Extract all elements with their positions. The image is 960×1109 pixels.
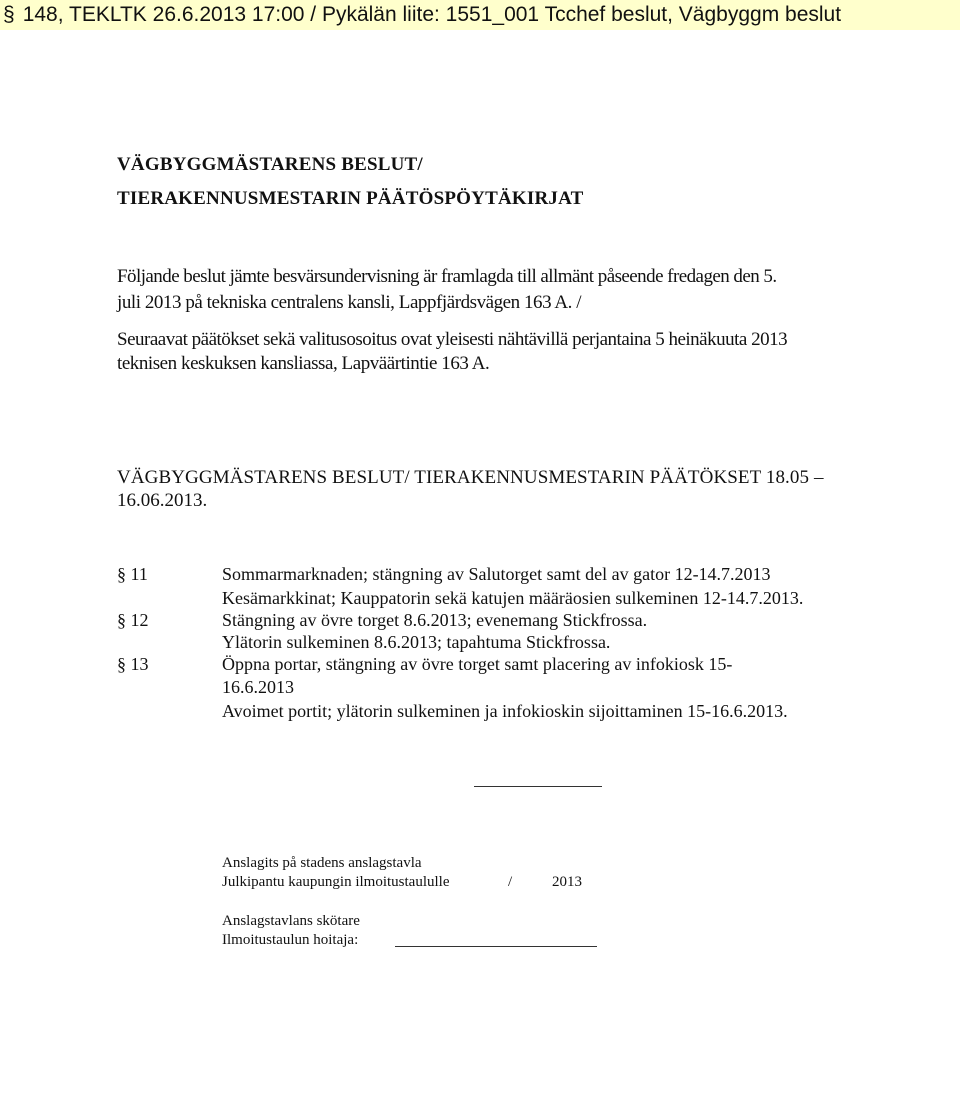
decision-12-line-fi: Ylätorin sulkeminen 8.6.2013; tapahtuma Stickfrossa. bbox=[222, 632, 611, 652]
document-banner bbox=[0, 0, 960, 30]
subheading-line-1: VÄGBYGGMÄSTARENS BESLUT/ TIERAKENNUSMESTARIN PÄÄTÖKSET 18.05 – bbox=[117, 467, 824, 488]
decision-11-line-fi: Kesämarkkinat; Kauppatorin sekä katujen määräosien sulkeminen 12-14.7.2013. bbox=[222, 588, 804, 608]
signature-line bbox=[395, 946, 597, 947]
decision-number-13: § 13 bbox=[117, 654, 149, 674]
keeper-label-sv: Anslagstavlans skötare bbox=[222, 913, 360, 929]
divider-line bbox=[474, 786, 602, 787]
subheading-line-2: 16.06.2013. bbox=[117, 490, 208, 511]
keeper-label-fi: Ilmoitustaulun hoitaja: bbox=[222, 932, 359, 948]
heading-line-2: TIERAKENNUSMESTARIN PÄÄTÖSPÖYTÄKIRJAT bbox=[117, 188, 584, 209]
posted-label-fi: Julkipantu kaupungin ilmoitustaululle bbox=[222, 874, 450, 890]
decision-11-line-sv: Sommarmarknaden; stängning av Salutorget samt del av gator 12-14.7.2013 bbox=[222, 564, 771, 584]
section-symbol: § bbox=[3, 3, 15, 26]
decision-number-11: § 11 bbox=[117, 564, 148, 584]
decision-13-line-fi: Avoimet portit; ylätorin sulkeminen ja infokioskin sijoittaminen 15-16.6.2013. bbox=[222, 701, 788, 721]
notice-fi-line-1: Seuraavat päätökset sekä valitusosoitus ovat yleisesti nähtävillä perjantaina 5 heinäkuuta 2013 bbox=[117, 329, 788, 350]
posted-label-sv: Anslagits på stadens anslagstavla bbox=[222, 855, 422, 871]
posted-date-slash: / bbox=[508, 874, 513, 890]
notice-fi-line-2: teknisen keskuksen kansliassa, Lapväärtintie 163 A. bbox=[117, 353, 490, 374]
heading-line-1: VÄGBYGGMÄSTARENS BESLUT/ bbox=[117, 154, 423, 175]
notice-sv-line-1: Följande beslut jämte besvärsundervisning är framlagda till allmänt påseende fredagen den 5. bbox=[117, 266, 777, 287]
notice-sv-line-2: juli 2013 på tekniska centralens kansli, Lappfjärdsvägen 163 A. / bbox=[117, 292, 582, 313]
banner-text: 148, TEKLTK 26.6.2013 17:00 / Pykälän liite: 1551_001 Tcchef beslut, Vägbyggm beslut bbox=[22, 3, 842, 26]
decision-13-line-sv-cont: 16.6.2013 bbox=[222, 677, 294, 697]
decision-13-line-sv: Öppna portar, stängning av övre torget samt placering av infokiosk 15- bbox=[222, 654, 733, 674]
posted-year: 2013 bbox=[552, 874, 582, 890]
decision-number-12: § 12 bbox=[117, 610, 149, 630]
decision-12-line-sv: Stängning av övre torget 8.6.2013; evenemang Stickfrossa. bbox=[222, 610, 648, 630]
